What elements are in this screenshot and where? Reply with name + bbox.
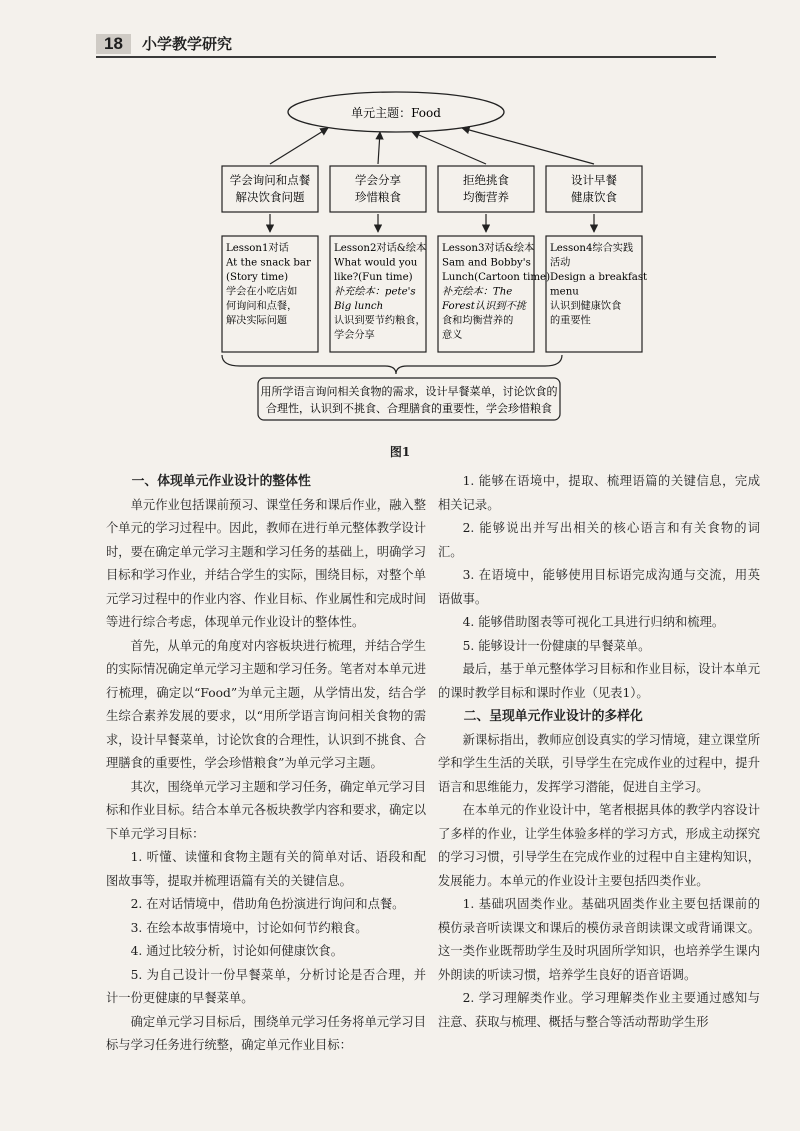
arrow-up (412, 132, 486, 164)
lesson-text: 意义 (442, 330, 463, 341)
task-text: 学会询问和点餐 (229, 173, 311, 187)
paragraph: 其次，围绕单元学习主题和学习任务，确定单元学习目标和作业目标。结合本单元各板块教学内容和要求，确定以下单元学习目标： (106, 779, 426, 841)
homework-objective-item: 2. 能够说出并写出相关的核心语言和有关食物的词汇。 (438, 521, 760, 559)
lesson-text: (Story time) (226, 272, 289, 283)
lesson-text: menu (550, 286, 579, 298)
lesson-text: 解决实际问题 (226, 315, 288, 327)
journal-name: 小学教学研究 (142, 35, 233, 53)
page-header (96, 34, 716, 58)
figure-caption: 图1 (389, 445, 411, 459)
lesson-text: 补充绘本：The (442, 286, 513, 298)
task-text: 设计早餐 (571, 173, 617, 187)
homework-objective-item: 1. 能够在语境中，提取、梳理语篇的关键信息，完成相关记录。 (438, 474, 760, 512)
lesson-boxes (222, 236, 648, 352)
lesson-text: like?(Fun time) (334, 272, 413, 283)
paragraph: 新课标指出，教师应创设真实的学习情境，建立课堂所学和学生生活的关联，引导学生在完成作业的过程中，提升语言和思维能力，发挥学习潜能，促进自主学习。 (438, 732, 760, 794)
task-text: 拒绝挑食 (463, 173, 509, 187)
lesson-text: 活动 (550, 257, 571, 269)
lesson-text: 认识到要节约粮食， (334, 315, 426, 327)
lesson-text: Sam and Bobby's (442, 257, 531, 269)
lesson-text: 学会分享 (334, 330, 375, 341)
task-text: 解决饮食问题 (235, 190, 305, 204)
arrow-up (462, 128, 594, 164)
lesson-text: 学会在小吃店如 (226, 286, 298, 298)
paragraph: 在本单元的作业设计中，笔者根据具体的教学内容设计了多样的作业，让学生体验多样的学习方式，形成主动探究的学习习惯，引导学生在完成作业的过程中自主建构知识，发展能力。本单元的作业设计主要包括四类作业。 (438, 803, 760, 888)
paragraph: 最后，基于单元整体学习目标和作业目标，设计本单元的课时教学目标和课时作业（见表1）。 (438, 662, 760, 700)
left-column (106, 470, 426, 1058)
task-text: 学会分享 (355, 173, 401, 187)
summary-line-2: 合理性，认识到不挑食、合理膳食的重要性，学会珍惜粮食 (266, 402, 552, 415)
unit-goal-item: 2. 在对话情境中，借助角色扮演进行询问和点餐。 (130, 897, 405, 911)
section-heading-2: 二、呈现单元作业设计的多样化 (463, 709, 643, 724)
page-number: 18 (96, 34, 131, 54)
unit-goal-item: 3. 在绘本故事情境中，讨论如何节约粮食。 (130, 920, 368, 935)
summary-brace (222, 355, 562, 374)
task-boxes (222, 166, 642, 212)
lesson-text: Design a breakfast (550, 272, 648, 283)
lesson-text: Lunch(Cartoon time) (442, 272, 551, 283)
arrow-up (270, 128, 328, 164)
paragraph: 1. 基础巩固类作业。基础巩固类作业主要包括课前的模仿录音听读课文和课后的模仿录音朗读课文或背诵课文。这一类作业既帮助学生及时巩固所学知识，也培养学生课内外朗读的听读习惯，培养学生良好的语音语调。 (438, 897, 760, 982)
paragraph: 2. 学习理解类作业。学习理解类作业主要通过感知与注意、获取与梳理、概括与整合等活动帮助学生形 (438, 991, 760, 1029)
task-text: 健康饮食 (571, 190, 617, 204)
theme-label: 单元主题：Food (351, 106, 441, 120)
paragraph: 确定单元学习目标后，围绕单元学习任务将单元学习目标与学习任务进行统整，确定单元作业目标： (106, 1014, 426, 1052)
arrows-to-theme (270, 128, 594, 164)
lesson-text: Lesson2对话&绘本 (334, 243, 427, 254)
lesson-text: At the snack bar (226, 257, 311, 269)
lesson-text: Lesson1对话 (226, 243, 289, 254)
arrows-to-lessons (270, 214, 594, 232)
homework-objective-item: 4. 能够借助图表等可视化工具进行归纳和梳理。 (462, 615, 725, 629)
lesson-text: 的重要性 (550, 315, 591, 327)
unit-goal-item: 1. 听懂、读懂和食物主题有关的简单对话、语段和配图故事等，提取并梳理语篇有关的关键信息。 (106, 850, 426, 888)
unit-structure-diagram (200, 90, 648, 430)
lesson-text: Big lunch (334, 301, 384, 312)
lesson-text: 何询问和点餐， (226, 301, 298, 312)
lesson-text: What would you (334, 257, 418, 269)
lesson-text: Lesson3对话&绘本 (442, 243, 535, 254)
lesson-text: 食和均衡营养的 (442, 315, 514, 327)
summary-line-1: 用所学语言询问相关食物的需求，设计早餐菜单，讨论饮食的 (260, 385, 558, 398)
homework-objective-item: 5. 能够设计一份健康的早餐菜单。 (462, 638, 651, 653)
task-text: 均衡营养 (463, 190, 509, 204)
paragraph: 首先，从单元的角度对内容板块进行梳理，并结合学生的实际情况确定单元学习主题和学习任务。笔者对本单元进行梳理，确定以“Food”为单元主题，从学情出发，结合学生综合素养发展的要求，以“用所学语言询问相关食物的需求，设计早餐菜单，讨论饮食的合理性，认识到不挑食、合理膳食的重要性，学会珍惜粮食”为单元学习主题。 (106, 638, 426, 770)
right-column (438, 470, 760, 1034)
unit-goal-item: 5. 为自己设计一份早餐菜单，分析讨论是否合理，并计一份更健康的早餐菜单。 (106, 967, 426, 1005)
lesson-text: Lesson4综合实践 (550, 243, 634, 254)
lesson-text: 补充绘本：pete's (334, 286, 416, 298)
unit-goal-item: 4. 通过比较分析，讨论如何健康饮食。 (130, 944, 343, 958)
lesson-text: Forest认识到不挑 (442, 301, 526, 312)
arrow-up (378, 132, 380, 164)
task-text: 珍惜粮食 (355, 190, 401, 204)
section-heading-1: 一、体现单元作业设计的整体性 (131, 474, 311, 489)
homework-objective-item: 3. 在语境中，能够使用目标语完成沟通与交流，用英语做事。 (438, 568, 760, 606)
lesson-text: 认识到健康饮食 (550, 301, 622, 312)
paragraph: 单元作业包括课前预习、课堂任务和课后作业，融入整个单元的学习过程中。因此，教师在进行单元整体教学设计时，要在确定单元学习主题和学习任务的基础上，明确学习目标和学习作业，并结合学生的实际，围绕目标，对整个单元学习过程中的作业内容、作业目标、作业属性和完成时间等进行综合考虑，体现单元作业设计的整体性。 (106, 497, 426, 629)
